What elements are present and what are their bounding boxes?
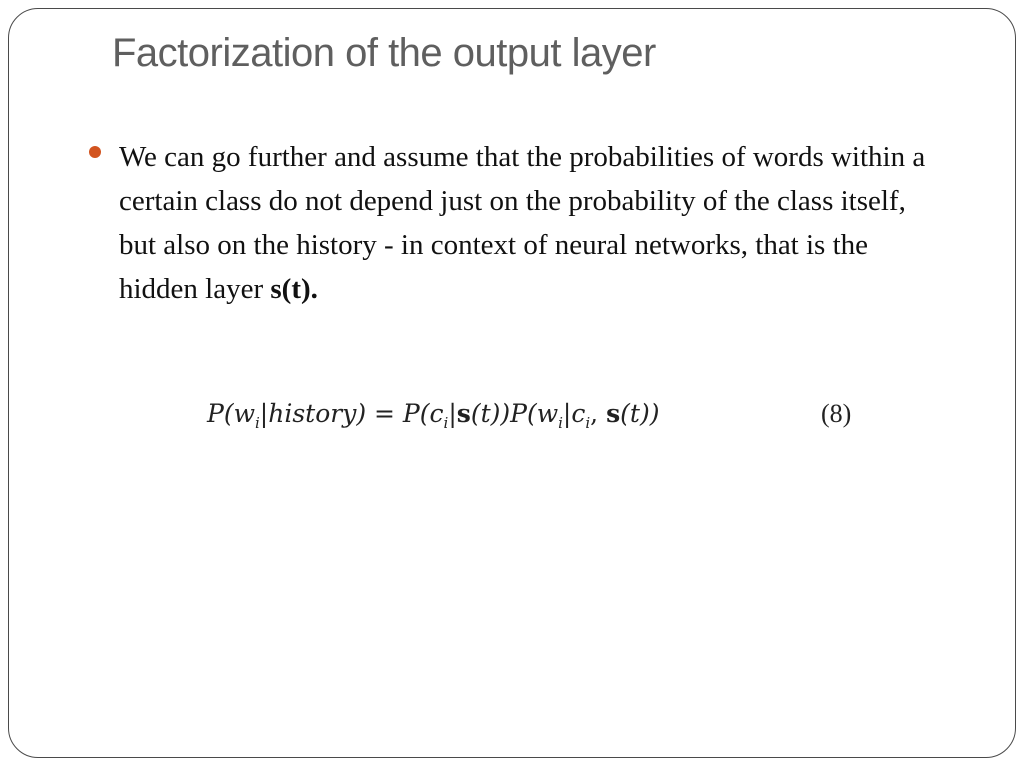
eq-sub-c2: i <box>585 414 591 432</box>
eq-bold-s2: s <box>606 399 621 428</box>
eq-sub-w: i <box>558 414 563 432</box>
bullet-text-bold: s(t). <box>270 273 318 305</box>
eq-sub-c: i <box>443 414 449 432</box>
slide-title: Factorization of the output layer <box>112 31 656 75</box>
equation <box>207 399 659 432</box>
bullet-text-plain: We can go further and assume that the probabilities of words within a certain class do not depend just on the probability of the class itself, but also on the history - in context of neural networks, that is the hidden layer <box>119 141 926 305</box>
bullet-item <box>89 135 929 311</box>
eq-part-lhs: P(w <box>207 399 255 428</box>
eq-bold-s1: s <box>456 399 471 428</box>
equation-number: (8) <box>821 399 852 428</box>
eq-part-mid2: (t))P(w <box>470 399 559 428</box>
slide-frame <box>8 8 1016 758</box>
eq-part-mid1: | <box>448 399 457 428</box>
bullet-text <box>119 135 929 311</box>
eq-part-mid3: |c <box>562 399 586 428</box>
eq-part-mid4: , <box>590 399 607 428</box>
eq-part-lhs-rest: |history) = P(c <box>259 399 444 428</box>
equation-row <box>207 399 867 443</box>
eq-part-end: (t)) <box>620 399 660 428</box>
eq-sub-lhs: i <box>254 414 260 432</box>
bullet-dot-icon <box>89 146 101 158</box>
